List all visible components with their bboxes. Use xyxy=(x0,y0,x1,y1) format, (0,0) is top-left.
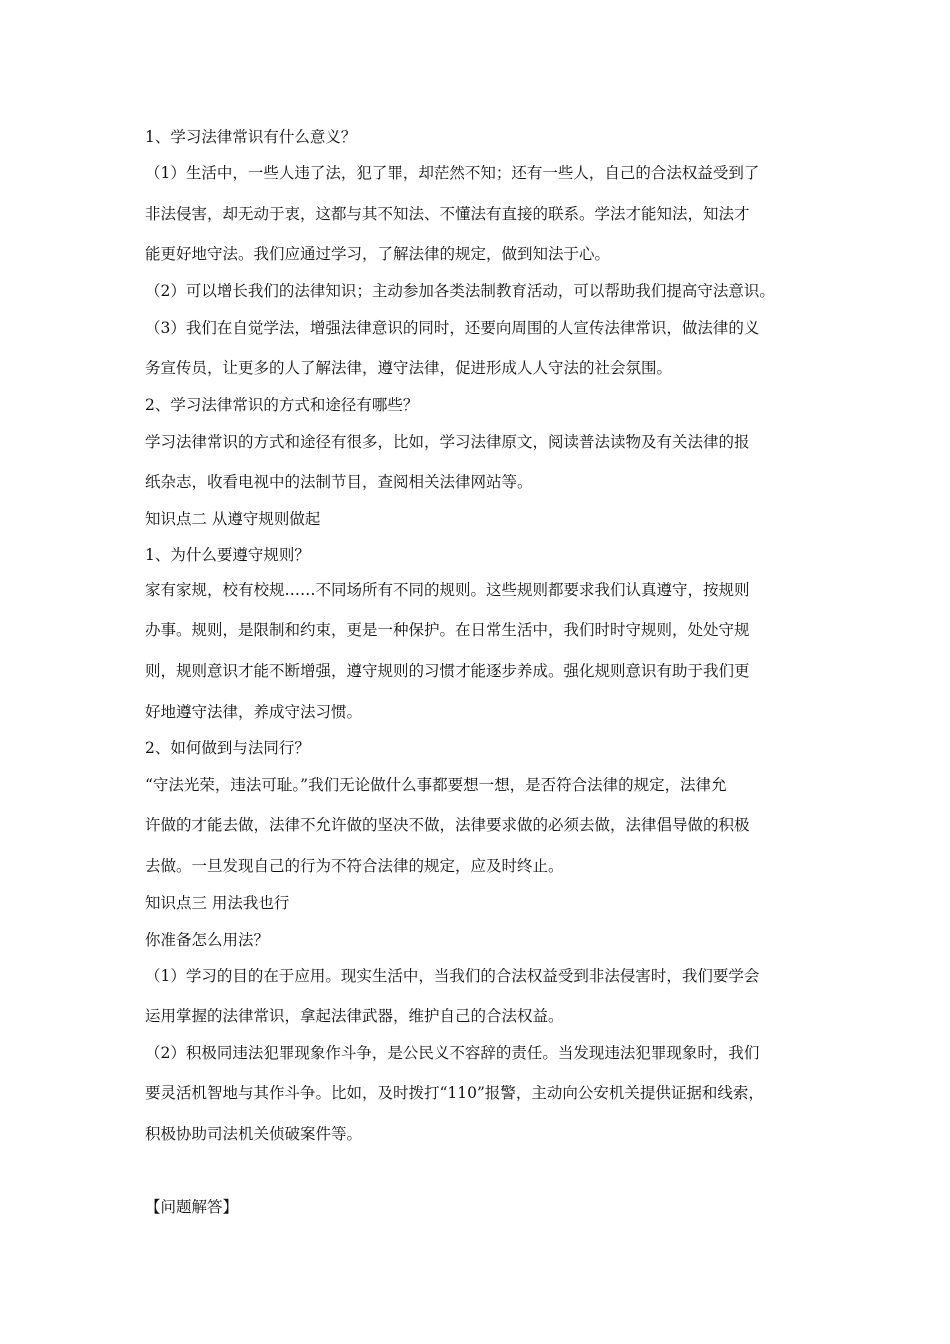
paragraph-line: 能更好地守法。我们应通过学习，了解法律的规定，做到知法于心。 xyxy=(145,245,611,263)
question-1-heading: 1、学习法律常识有什么意义？ xyxy=(145,128,357,146)
paragraph-line: 运用掌握的法律常识，拿起法律武器，维护自己的合法权益。 xyxy=(145,1007,564,1025)
paragraph-line: 去做。一旦发现自己的行为不符合法律的规定，应及时终止。 xyxy=(145,857,564,875)
paragraph-line: 好地遵守法律，养成守法习惯。 xyxy=(145,703,363,721)
paragraph-line: （2）可以增长我们的法律知识；主动参加各类法制教育活动，可以帮助我们提高守法意识。 xyxy=(145,282,775,300)
paragraph-line: 则，规则意识才能不断增强，遵守规则的习惯才能逐步养成。强化规则意识有助于我们更 xyxy=(145,662,750,680)
paragraph-line: （3）我们在自觉学法，增强法律意识的同时，还要向周围的人宣传法律常识，做法律的义 xyxy=(145,319,760,337)
paragraph-line: 家有家规，校有校规……不同场所有不同的规则。这些规则都要求我们认真遵守，按规则 xyxy=(145,581,750,599)
paragraph-line: “守法光荣，违法可耻。”我们无论做什么事都要想一想，是否符合法律的规定，法律允 xyxy=(145,776,727,794)
paragraph-line: （1）生活中，一些人违了法，犯了罪，却茫然不知；还有一些人，自己的合法权益受到了 xyxy=(145,164,760,182)
question-heading: 1、为什么要遵守规则？ xyxy=(145,546,310,564)
paragraph-line: 纸杂志，收看电视中的法制节目，查阅相关法律网站等。 xyxy=(145,473,533,491)
paragraph-line: 许做的才能去做，法律不允许做的坚决不做，法律要求做的必须去做，法律倡导做的积极 xyxy=(145,816,750,834)
paragraph-line: 务宣传员，让更多的人了解法律，遵守法律，促进形成人人守法的社会氛围。 xyxy=(145,359,673,377)
question-heading: 你准备怎么用法？ xyxy=(145,931,270,949)
answer-section-heading: 【问题解答】 xyxy=(145,1198,239,1216)
section-heading-2: 知识点二 从遵守规则做起 xyxy=(145,510,321,528)
paragraph-line: （2）积极同违法犯罪现象作斗争，是公民义不容辞的责任。当发现违法犯罪现象时，我们 xyxy=(145,1044,760,1062)
paragraph-line: 非法侵害，却无动于衷，这都与其不知法、不懂法有直接的联系。学法才能知法，知法才 xyxy=(145,205,750,223)
paragraph-line: 要灵活机智地与其作斗争。比如，及时拨打“110”报警，主动向公安机关提供证据和线索， xyxy=(145,1084,764,1102)
question-heading: 2、如何做到与法同行？ xyxy=(145,739,310,757)
question-2-heading: 2、学习法律常识的方式和途径有哪些？ xyxy=(145,396,419,414)
paragraph-line: 积极协助司法机关侦破案件等。 xyxy=(145,1125,363,1143)
section-heading-3: 知识点三 用法我也行 xyxy=(145,894,290,912)
paragraph-line: （1）学习的目的在于应用。现实生活中，当我们的合法权益受到非法侵害时，我们要学会 xyxy=(145,967,760,985)
paragraph-line: 学习法律常识的方式和途径有很多，比如，学习法律原文，阅读普法读物及有关法律的报 xyxy=(145,433,750,451)
paragraph-line: 办事。规则，是限制和约束，更是一种保护。在日常生活中，我们时时守规则，处处守规 xyxy=(145,621,750,639)
